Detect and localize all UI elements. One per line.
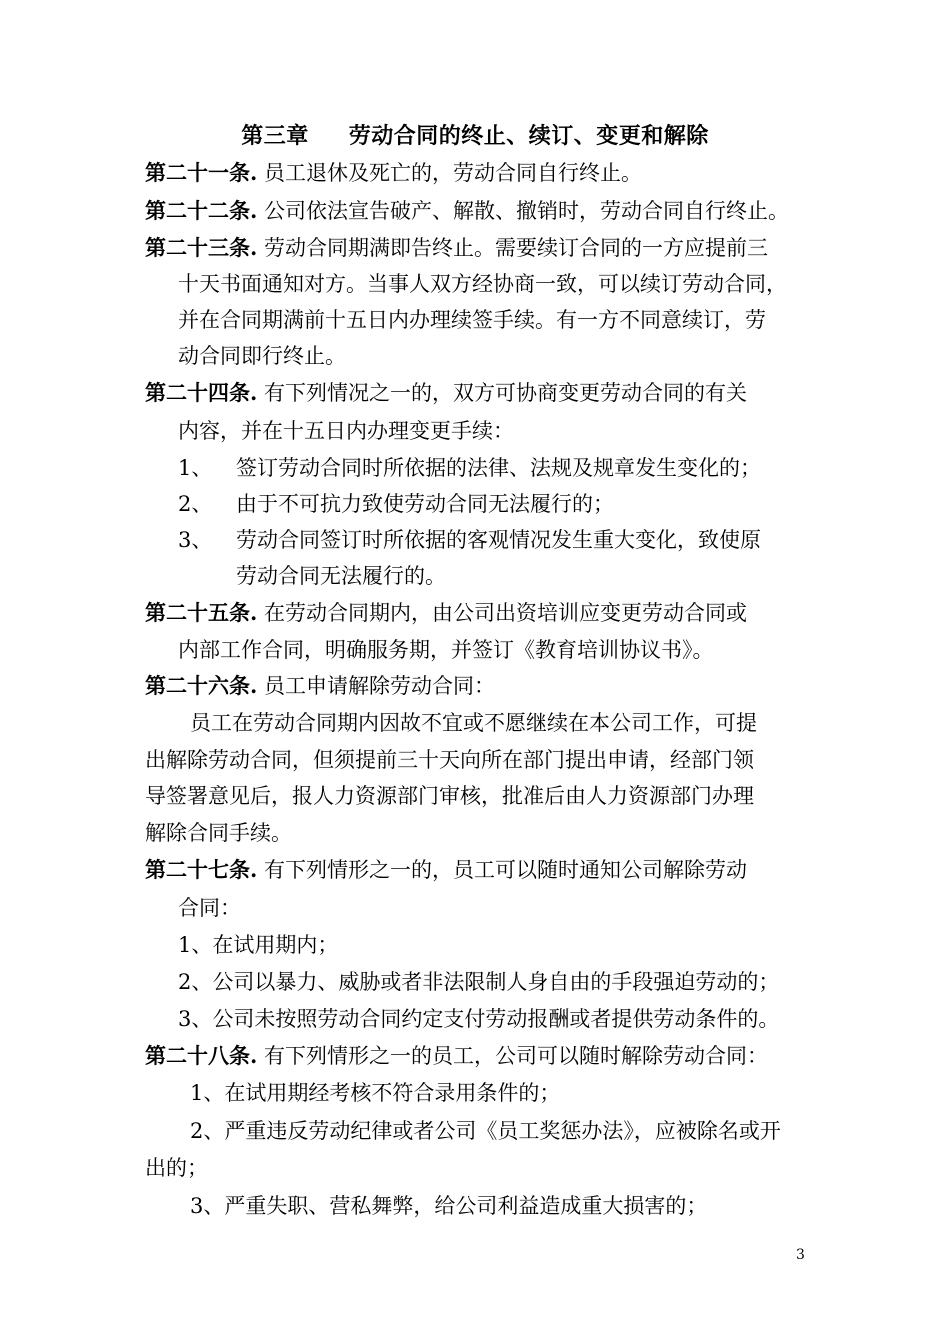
article-28-label: 第二十八条. — [145, 1043, 258, 1068]
article-24-item-2 — [178, 486, 614, 522]
article-24-item-1-text: 签订劳动合同时所依据的法律、法规及规章发生变化的； — [236, 456, 761, 480]
article-23-line-4: 动合同即行终止。 — [178, 344, 346, 368]
article-24-item-2-text: 由于不可抗力致使劳动合同无法履行的； — [236, 492, 614, 516]
article-24-item-3-num: 3、 — [178, 528, 213, 552]
article-24-item-2-num: 2、 — [178, 492, 213, 516]
article-28-text: 有下列情形之一的员工，公司可以随时解除劳动合同： — [264, 1044, 768, 1068]
article-21-label: 第二十一条. — [145, 160, 258, 185]
article-22 — [145, 193, 789, 229]
article-24-item-3-text: 劳动合同签订时所依据的客观情况发生重大变化，致使原 — [236, 528, 761, 552]
article-24-item-3 — [178, 522, 761, 558]
page-number: 3 — [796, 1247, 805, 1263]
article-23-line-3: 并在合同期满前十五日内办理续签手续。有一方不同意续订，劳 — [178, 308, 766, 332]
article-22-label: 第二十二条. — [145, 198, 258, 223]
chapter-title-prefix: 第三章 — [241, 123, 309, 149]
article-28-item-3: 3、严重失职、营私舞弊，给公司利益造成重大损害的； — [190, 1194, 708, 1218]
article-24-item-1 — [178, 450, 761, 486]
article-23-label: 第二十三条. — [145, 235, 258, 260]
article-26-para-3: 导签署意见后，报人力资源部门审核，批准后由人力资源部门办理 — [145, 784, 754, 808]
article-24-item-1-num: 1、 — [178, 456, 213, 480]
article-27-label: 第二十七条. — [145, 857, 258, 882]
article-23-line-2: 十天书面通知对方。当事人双方经协商一致，可以续订劳动合同， — [178, 272, 787, 296]
article-23-text-1: 劳动合同期满即告终止。需要续订合同的一方应提前三 — [264, 236, 768, 260]
article-21 — [145, 155, 642, 191]
article-26-text: 员工申请解除劳动合同： — [264, 674, 495, 698]
article-24-item-3-cont: 劳动合同无法履行的。 — [236, 564, 446, 588]
article-27-text-1: 有下列情形之一的，员工可以随时通知公司解除劳动 — [264, 858, 747, 882]
article-28-line-1 — [145, 1038, 768, 1074]
article-26-para-2: 出解除劳动合同，但须提前三十天向所在部门提出申请，经部门领 — [145, 748, 754, 772]
article-26-para-4: 解除合同手续。 — [145, 821, 292, 845]
article-25-text-1: 在劳动合同期内，由公司出资培训应变更劳动合同或 — [264, 601, 747, 625]
article-28-item-2-cont: 出的； — [145, 1156, 208, 1180]
article-23-line-1 — [145, 230, 768, 266]
article-27-item-3: 3、公司未按照劳动合同约定支付劳动报酬或者提供劳动条件的。 — [178, 1007, 780, 1031]
article-27-item-2: 2、公司以暴力、威胁或者非法限制人身自由的手段强迫劳动的； — [178, 970, 780, 994]
chapter-title-text: 劳动合同的终止、续订、变更和解除 — [348, 123, 709, 149]
article-24-label: 第二十四条. — [145, 380, 258, 405]
article-26-label: 第二十六条. — [145, 673, 258, 698]
article-27-line-2: 合同： — [178, 896, 241, 920]
article-25-line-2: 内部工作合同，明确服务期，并签订《教育培训协议书》。 — [178, 638, 714, 662]
article-24-text-1: 有下列情况之一的，双方可协商变更劳动合同的有关 — [264, 381, 747, 405]
article-22-text: 公司依法宣告破产、解散、撤销时，劳动合同自行终止。 — [264, 199, 789, 223]
article-28-item-1: 1、在试用期经考核不符合录用条件的； — [190, 1081, 561, 1105]
chapter-title — [0, 118, 950, 154]
article-24-line-1 — [145, 375, 747, 411]
article-26-para-1: 员工在劳动合同期内因故不宜或不愿继续在本公司工作，可提 — [190, 711, 757, 735]
article-21-text: 员工退休及死亡的，劳动合同自行终止。 — [264, 161, 642, 185]
article-27-line-1 — [145, 852, 747, 888]
article-27-item-1: 1、在试用期内； — [178, 933, 339, 957]
article-24-line-2: 内容，并在十五日内办理变更手续： — [178, 419, 514, 443]
article-28-item-2: 2、严重违反劳动纪律或者公司《员工奖惩办法》，应被除名或开 — [190, 1119, 781, 1143]
article-26-line-1 — [145, 668, 495, 704]
article-25-line-1 — [145, 595, 747, 631]
article-25-label: 第二十五条. — [145, 600, 258, 625]
